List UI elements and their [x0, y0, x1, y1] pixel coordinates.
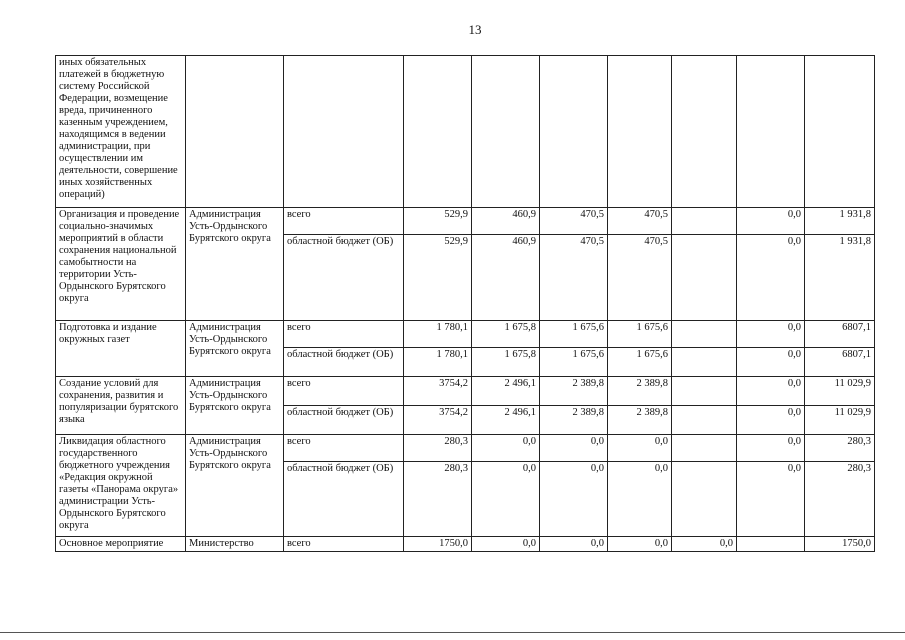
value-cell: 0,0 [472, 462, 540, 537]
value-cell: 529,9 [404, 208, 472, 235]
executor: Администрация Усть-Ордынского Бурятского округа [186, 377, 284, 435]
value-cell: 2 389,8 [540, 406, 608, 435]
value-cell: 0,0 [540, 462, 608, 537]
value-cell: 3754,2 [404, 377, 472, 406]
executor: Администрация Усть-Ордынского Бурятского округа [186, 321, 284, 377]
value-cell: 0,0 [737, 377, 805, 406]
value-cell: 1 675,6 [540, 348, 608, 377]
activity-name: Ликвидация областного государственного бюджетного учреждения «Редакция окружной газеты «Панорама округа» администрации Усть-Ордынского Бурятского округа [56, 435, 186, 537]
value-cell: 1 675,6 [608, 348, 672, 377]
executor: Администрация Усть-Ордынского Бурятского округа [186, 435, 284, 537]
table-row [56, 435, 875, 462]
value-cell: 0,0 [672, 537, 737, 552]
value-cell: 0,0 [737, 462, 805, 537]
activity-name: Организация и проведение социально-значимых мероприятий в области сохранения национальной самобытности на территории Усть-Ордынского Бурятского округа [56, 208, 186, 321]
activity-name: Подготовка и издание окружных газет [56, 321, 186, 377]
value-cell: 470,5 [540, 208, 608, 235]
value-cell: 1 675,8 [472, 321, 540, 348]
value-cell: 0,0 [737, 406, 805, 435]
funding-source: всего [284, 537, 404, 552]
value-cell: 1 931,8 [805, 208, 875, 235]
activity-name: Основное мероприятие [56, 537, 186, 552]
funding-source: всего [284, 208, 404, 235]
value-cell: 2 496,1 [472, 406, 540, 435]
value-cell: 0,0 [737, 348, 805, 377]
value-cell [672, 462, 737, 537]
value-cell: 6807,1 [805, 348, 875, 377]
value-cell [737, 537, 805, 552]
executor: Министерство [186, 537, 284, 552]
scan-edge-line [0, 632, 905, 633]
value-cell: 0,0 [472, 435, 540, 462]
value-cell: 3754,2 [404, 406, 472, 435]
value-cell [672, 321, 737, 348]
value-cell [672, 348, 737, 377]
value-cell: 460,9 [472, 235, 540, 321]
table-row [56, 377, 875, 406]
value-cell: 460,9 [472, 208, 540, 235]
value-cell: 1 675,6 [608, 321, 672, 348]
value-cell: 11 029,9 [805, 377, 875, 406]
value-cell: 0,0 [608, 435, 672, 462]
value-cell: 0,0 [608, 462, 672, 537]
funding-source: областной бюджет (ОБ) [284, 235, 404, 321]
funding-source: всего [284, 435, 404, 462]
funding-source: всего [284, 377, 404, 406]
page-number: 13 [468, 22, 482, 37]
table-row [56, 321, 875, 348]
value-cell: 280,3 [805, 462, 875, 537]
value-cell: 2 389,8 [608, 406, 672, 435]
value-cell: 0,0 [608, 537, 672, 552]
value-cell: 280,3 [805, 435, 875, 462]
value-cell: 0,0 [737, 235, 805, 321]
value-cell: 280,3 [404, 462, 472, 537]
value-cell: 2 496,1 [472, 377, 540, 406]
value-cell: 280,3 [404, 435, 472, 462]
value-cell: 2 389,8 [540, 377, 608, 406]
value-cell: 0,0 [540, 435, 608, 462]
value-cell: 1 780,1 [404, 348, 472, 377]
activity-name: Создание условий для сохранения, развития и популяризации бурятского языка [56, 377, 186, 435]
value-cell [672, 235, 737, 321]
value-cell: 470,5 [608, 235, 672, 321]
table-row [56, 537, 875, 552]
value-cell [672, 377, 737, 406]
value-cell: 470,5 [540, 235, 608, 321]
value-cell [672, 406, 737, 435]
value-cell: 0,0 [737, 321, 805, 348]
budget-table [55, 55, 875, 552]
value-cell: 1 675,6 [540, 321, 608, 348]
value-cell: 0,0 [737, 208, 805, 235]
value-cell: 470,5 [608, 208, 672, 235]
funding-source: всего [284, 321, 404, 348]
value-cell: 1 931,8 [805, 235, 875, 321]
value-cell: 6807,1 [805, 321, 875, 348]
value-cell: 1 780,1 [404, 321, 472, 348]
value-cell: 11 029,9 [805, 406, 875, 435]
value-cell: 529,9 [404, 235, 472, 321]
continuation-cell: иных обязательных платежей в бюджетную систему Российской Федерации, возмещение вреда, причиненного казенным учреждением, находящимся в ведении администрации, при осуществлении им деятельности, совершение иных хозяйственных операций) [56, 56, 186, 208]
value-cell: 1 675,8 [472, 348, 540, 377]
executor: Администрация Усть-Ордынского Бурятского округа [186, 208, 284, 321]
value-cell: 0,0 [472, 537, 540, 552]
value-cell: 1750,0 [805, 537, 875, 552]
table-row [56, 208, 875, 235]
value-cell [672, 435, 737, 462]
funding-source: областной бюджет (ОБ) [284, 462, 404, 537]
value-cell: 1750,0 [404, 537, 472, 552]
funding-source: областной бюджет (ОБ) [284, 406, 404, 435]
value-cell: 2 389,8 [608, 377, 672, 406]
table-row-continuation [56, 56, 875, 208]
value-cell: 0,0 [737, 435, 805, 462]
value-cell [672, 208, 737, 235]
value-cell: 0,0 [540, 537, 608, 552]
funding-source: областной бюджет (ОБ) [284, 348, 404, 377]
